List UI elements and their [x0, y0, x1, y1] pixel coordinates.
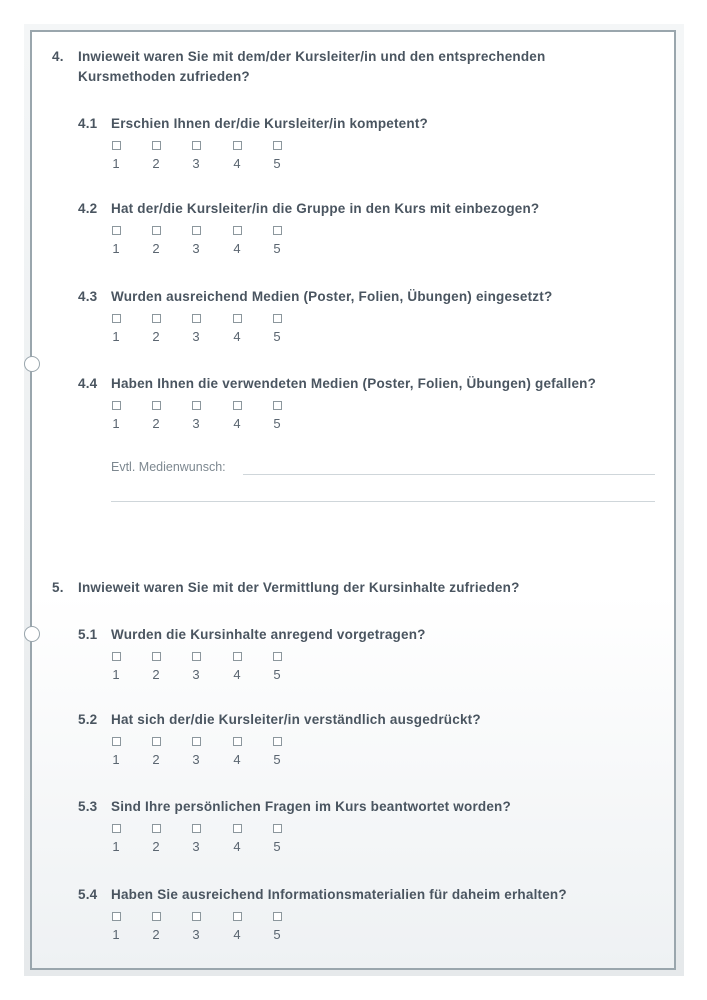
- rating-label-5: 5: [273, 752, 281, 767]
- rating-label-5: 5: [273, 156, 281, 171]
- question-text: Sind Ihre persönlichen Fragen im Kurs beantwortet worden?: [111, 799, 511, 814]
- rating-label-3: 3: [192, 839, 200, 854]
- question-number: 5.3: [78, 799, 98, 814]
- rating-label-1: 1: [112, 839, 120, 854]
- rating-checkbox-5[interactable]: [273, 912, 282, 921]
- rating-label-1: 1: [112, 667, 120, 682]
- media-wish-input-line-1[interactable]: [243, 474, 655, 475]
- question-number: 5.2: [78, 712, 98, 727]
- rating-label-5: 5: [273, 667, 281, 682]
- rating-checkbox-4[interactable]: [233, 226, 242, 235]
- rating-label-2: 2: [152, 667, 160, 682]
- rating-checkbox-4[interactable]: [233, 912, 242, 921]
- rating-checkbox-4[interactable]: [233, 401, 242, 410]
- section-5-number: 5.: [52, 580, 64, 595]
- rating-checkbox-3[interactable]: [192, 401, 201, 410]
- rating-checkbox-3[interactable]: [192, 824, 201, 833]
- rating-checkbox-5[interactable]: [273, 652, 282, 661]
- rating-checkbox-1[interactable]: [112, 824, 121, 833]
- rating-label-2: 2: [152, 156, 160, 171]
- rating-label-2: 2: [152, 927, 160, 942]
- rating-label-4: 4: [233, 329, 241, 344]
- question-number: 5.4: [78, 887, 98, 902]
- rating-checkbox-2[interactable]: [152, 824, 161, 833]
- rating-label-1: 1: [112, 416, 120, 431]
- rating-label-2: 2: [152, 752, 160, 767]
- question-number: 5.1: [78, 627, 98, 642]
- rating-label-3: 3: [192, 927, 200, 942]
- punch-hole-icon: [24, 356, 40, 372]
- rating-checkbox-3[interactable]: [192, 652, 201, 661]
- rating-label-2: 2: [152, 839, 160, 854]
- question-number: 4.4: [78, 376, 98, 391]
- rating-label-2: 2: [152, 416, 160, 431]
- rating-label-3: 3: [192, 416, 200, 431]
- rating-checkbox-3[interactable]: [192, 141, 201, 150]
- rating-checkbox-5[interactable]: [273, 141, 282, 150]
- rating-label-1: 1: [112, 241, 120, 256]
- rating-label-4: 4: [233, 752, 241, 767]
- rating-checkbox-1[interactable]: [112, 652, 121, 661]
- rating-checkbox-5[interactable]: [273, 226, 282, 235]
- question-text: Wurden ausreichend Medien (Poster, Folien, Übungen) eingesetzt?: [111, 289, 553, 304]
- rating-checkbox-2[interactable]: [152, 226, 161, 235]
- rating-checkbox-1[interactable]: [112, 737, 121, 746]
- rating-label-3: 3: [192, 752, 200, 767]
- question-number: 4.2: [78, 201, 98, 216]
- rating-checkbox-4[interactable]: [233, 141, 242, 150]
- section-4-title-line2: Kursmethoden zufrieden?: [78, 69, 250, 84]
- rating-label-5: 5: [273, 416, 281, 431]
- rating-checkbox-3[interactable]: [192, 737, 201, 746]
- media-wish-input-line-2[interactable]: [111, 501, 655, 502]
- rating-label-4: 4: [233, 927, 241, 942]
- rating-label-2: 2: [152, 241, 160, 256]
- rating-label-3: 3: [192, 241, 200, 256]
- punch-hole-icon: [24, 626, 40, 642]
- question-number: 4.1: [78, 116, 98, 131]
- rating-label-4: 4: [233, 416, 241, 431]
- section-4-number: 4.: [52, 49, 64, 64]
- section-5-title: Inwieweit waren Sie mit der Vermittlung der Kursinhalte zufrieden?: [78, 580, 520, 595]
- rating-checkbox-4[interactable]: [233, 652, 242, 661]
- rating-label-5: 5: [273, 241, 281, 256]
- question-text: Wurden die Kursinhalte anregend vorgetragen?: [111, 627, 426, 642]
- rating-checkbox-2[interactable]: [152, 401, 161, 410]
- rating-label-4: 4: [233, 156, 241, 171]
- rating-checkbox-1[interactable]: [112, 314, 121, 323]
- rating-label-3: 3: [192, 156, 200, 171]
- rating-label-4: 4: [233, 839, 241, 854]
- rating-checkbox-1[interactable]: [112, 912, 121, 921]
- form-sheet: [30, 30, 676, 970]
- rating-checkbox-5[interactable]: [273, 824, 282, 833]
- rating-checkbox-2[interactable]: [152, 652, 161, 661]
- question-text: Hat sich der/die Kursleiter/in verständlich ausgedrückt?: [111, 712, 481, 727]
- rating-checkbox-4[interactable]: [233, 824, 242, 833]
- rating-checkbox-2[interactable]: [152, 314, 161, 323]
- rating-label-2: 2: [152, 329, 160, 344]
- rating-checkbox-3[interactable]: [192, 226, 201, 235]
- rating-label-4: 4: [233, 241, 241, 256]
- rating-checkbox-5[interactable]: [273, 401, 282, 410]
- rating-label-1: 1: [112, 927, 120, 942]
- rating-checkbox-4[interactable]: [233, 314, 242, 323]
- rating-checkbox-1[interactable]: [112, 401, 121, 410]
- rating-checkbox-2[interactable]: [152, 141, 161, 150]
- rating-label-3: 3: [192, 667, 200, 682]
- rating-label-5: 5: [273, 839, 281, 854]
- rating-label-1: 1: [112, 329, 120, 344]
- rating-checkbox-5[interactable]: [273, 314, 282, 323]
- question-text: Haben Sie ausreichend Informationsmaterialien für daheim erhalten?: [111, 887, 567, 902]
- rating-label-1: 1: [112, 156, 120, 171]
- rating-label-5: 5: [273, 927, 281, 942]
- question-number: 4.3: [78, 289, 98, 304]
- rating-checkbox-2[interactable]: [152, 912, 161, 921]
- rating-checkbox-3[interactable]: [192, 314, 201, 323]
- rating-label-5: 5: [273, 329, 281, 344]
- question-text: Erschien Ihnen der/die Kursleiter/in kompetent?: [111, 116, 428, 131]
- media-wish-label: Evtl. Medienwunsch:: [111, 460, 226, 474]
- rating-checkbox-3[interactable]: [192, 912, 201, 921]
- rating-checkbox-4[interactable]: [233, 737, 242, 746]
- rating-checkbox-2[interactable]: [152, 737, 161, 746]
- rating-label-3: 3: [192, 329, 200, 344]
- section-4-title-line1: Inwieweit waren Sie mit dem/der Kursleiter/in und den entsprechenden: [78, 49, 546, 64]
- rating-label-1: 1: [112, 752, 120, 767]
- question-text: Hat der/die Kursleiter/in die Gruppe in den Kurs mit einbezogen?: [111, 201, 540, 216]
- rating-checkbox-1[interactable]: [112, 226, 121, 235]
- rating-checkbox-1[interactable]: [112, 141, 121, 150]
- rating-checkbox-5[interactable]: [273, 737, 282, 746]
- rating-label-4: 4: [233, 667, 241, 682]
- question-text: Haben Ihnen die verwendeten Medien (Poster, Folien, Übungen) gefallen?: [111, 376, 597, 391]
